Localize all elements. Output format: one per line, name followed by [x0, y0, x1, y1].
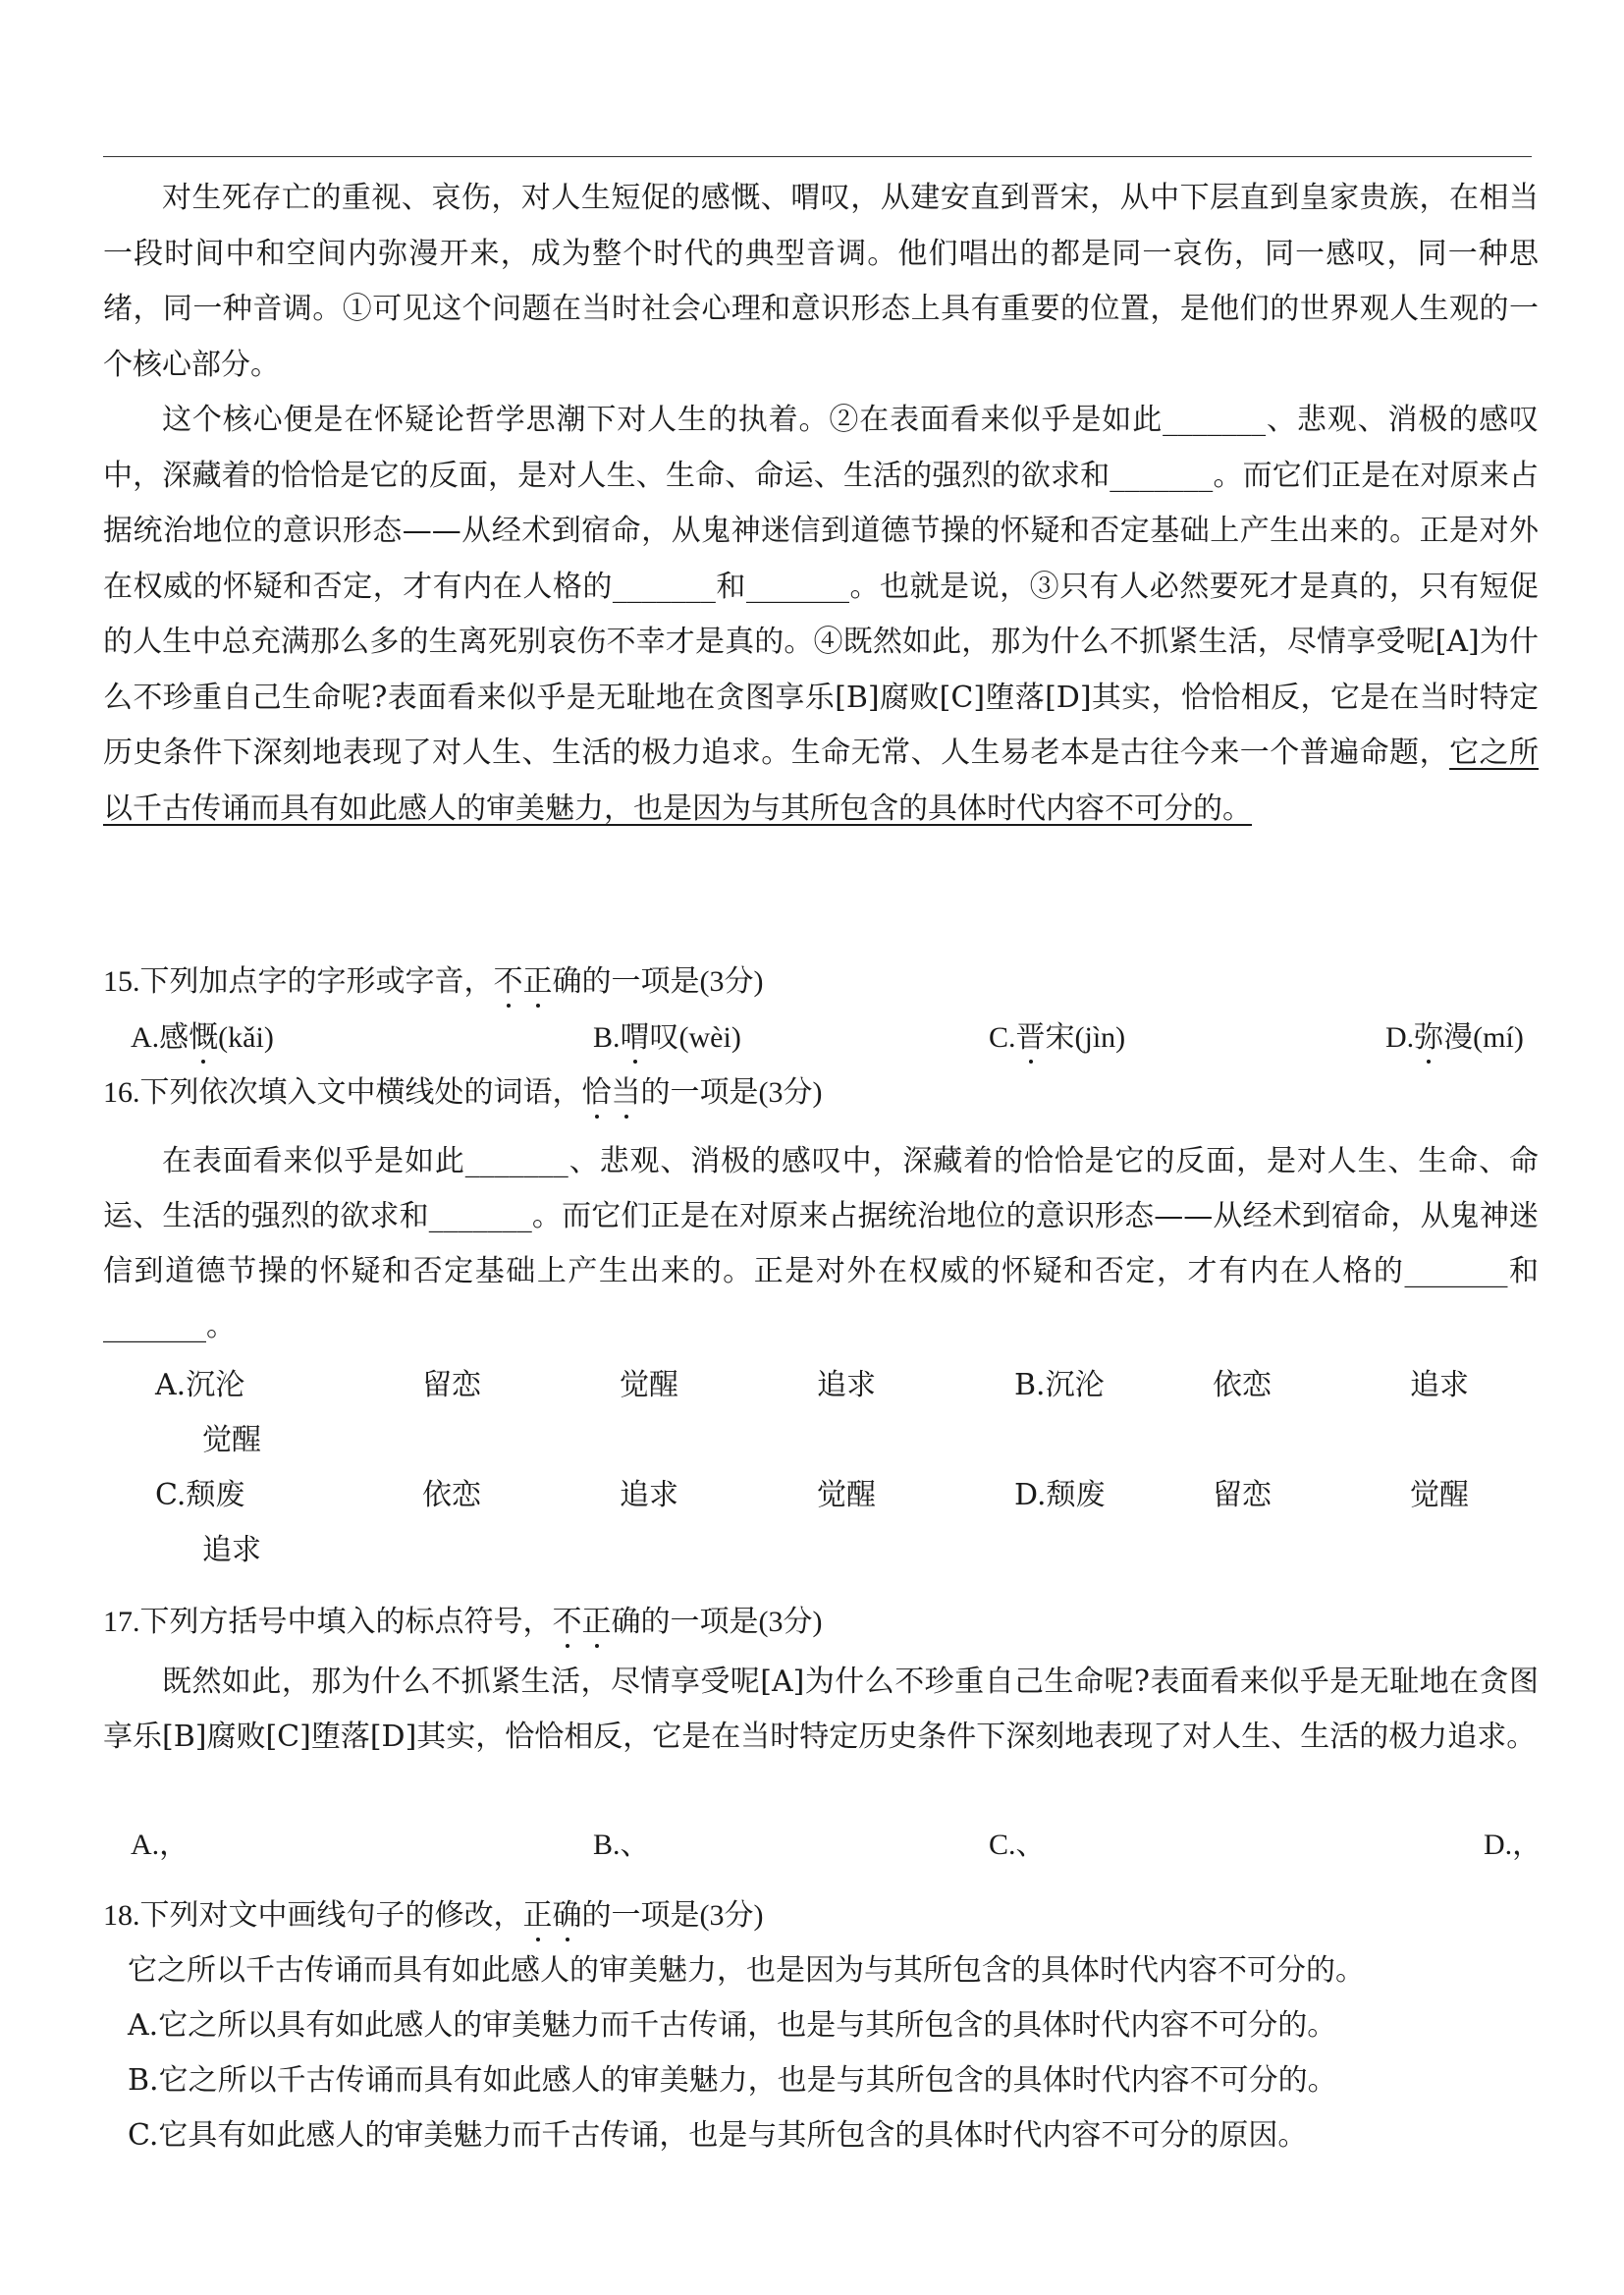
passage-paragraph-1: 对生死存亡的重视、哀伤，对人生短促的感慨、喟叹，从建安直到晋宋，从中下层直到皇家贵族，在相当一段时间中和空间内弥漫开来，成为整个时代的典型音调。他们唱出的都是同一哀伤，同一感叹，同一种思绪，同一种音调。①可见这个问题在当时社会心理和意识形态上具有重要的位置，是他们的世界观人生观的一个核心部分。	[103, 181, 1539, 382]
question-17-stem: 17.下列方括号中填入的标点符号，不正确的一项是(3分)	[103, 1603, 822, 1642]
options-row-wrap	[155, 1531, 1530, 1570]
emphasis-dot-char: 当	[612, 1073, 641, 1113]
option-d-word-1[interactable]: D.颓废	[1014, 1478, 1106, 1512]
question-16-stem: 16.下列依次填入文中横线处的词语，恰当的一项是(3分)	[103, 1073, 822, 1113]
option-c[interactable]: C.晋宋(jìn)	[989, 1018, 1125, 1058]
option-c-word-1[interactable]: C.颓废	[155, 1478, 245, 1512]
option-d-word-4: 追求	[202, 1533, 261, 1567]
option-c[interactable]: C.它具有如此感人的审美魅力而千古传诵，也是与其所包含的具体时代内容不可分的原因。	[128, 2118, 1308, 2153]
option-b[interactable]: B.喟叹(wèi)	[593, 1018, 741, 1058]
options-row	[155, 1366, 1530, 1405]
emphasis-dot-char: 正	[523, 1896, 553, 1936]
passage-paragraph-2-text: 这个核心便是在怀疑论哲学思潮下对人生的执着。②在表面看来似乎是如此_______、悲观、消极的感叹中，深藏着的恰恰是它的反面，是对人生、生命、命运、生活的强烈的欲求和_______。而它们正是在对原来占据统治地位的意识形态——从经术到宿命，从鬼神迷信到道德节操的怀疑和否定基础上产生出来的。正是对外在权威的怀疑和否定，才有内在人格的_______和_______。也就是说，③只有人必然要死才是真的，只有短促的人生中总充满那么多的生离死别哀伤不幸才是真的。④既然如此，那为什么不抓紧生活，尽情享受呢[A]为什么不珍重自己生命呢?表面看来似乎是无耻地在贪图享乐[B]腐败[C]堕落[D]其实，恰恰相反，它是在当时特定历史条件下深刻地表现了对人生、生活的极力追求。生命无常、人生易老本是古往今来一个普遍命题，	[103, 403, 1539, 770]
question-18-stem: 18.下列对文中画线句子的修改，正确的一项是(3分)	[103, 1896, 763, 1936]
question-18-sentence: 它之所以千古传诵而具有如此感人的审美魅力，也是因为与其所包含的具体时代内容不可分的。	[128, 1953, 1365, 1988]
option-a-word-4: 追求	[817, 1368, 876, 1402]
question-15-stem: 15.下列加点字的字形或字音，不正确的一项是(3分)	[103, 962, 763, 1002]
underlined-sentence: 它之所以千古传诵而具有如此感人的审美魅力，也是因为与其所包含的具体时代内容不可分的。	[103, 736, 1539, 826]
emphasis-dot-char: 正	[582, 1603, 612, 1642]
header-rule	[103, 156, 1532, 157]
option-b-word-2: 依恋	[1213, 1368, 1272, 1402]
option-b-word-1[interactable]: B.沉沦	[1014, 1368, 1105, 1402]
option-a-word-3: 觉醒	[620, 1368, 678, 1402]
question-16-options-ab	[155, 1366, 1530, 1460]
option-c-word-3: 追求	[620, 1478, 678, 1512]
option-c-word-4: 觉醒	[817, 1478, 876, 1512]
option-d-word-3: 觉醒	[1410, 1478, 1469, 1512]
option-d-word-2: 留恋	[1213, 1478, 1272, 1512]
question-16-options-cd	[155, 1476, 1530, 1570]
option-a-word-1[interactable]: A.沉沦	[155, 1368, 245, 1402]
emphasis-dot-char: 不	[553, 1603, 582, 1642]
option-d[interactable]: D.，	[1484, 1829, 1543, 1861]
option-a-word-2: 留恋	[422, 1368, 481, 1402]
passage-paragraph-2	[103, 393, 1539, 837]
question-17-excerpt: 既然如此，那为什么不抓紧生活，尽情享受呢[A]为什么不珍重自己生命呢?表面看来似乎是无耻地在贪图享乐[B]腐败[C]堕落[D]其实，恰恰相反，它是在当时特定历史条件下深刻地表现了对人生、生活的极力追求。	[103, 1665, 1539, 1754]
option-b[interactable]: B.、	[593, 1829, 650, 1861]
option-a[interactable]: A.，	[131, 1829, 189, 1861]
options-row	[155, 1476, 1530, 1515]
option-a[interactable]: A.感慨(kǎi)	[131, 1018, 274, 1058]
options-row-wrap	[155, 1421, 1530, 1460]
option-b-word-3: 追求	[1410, 1368, 1469, 1402]
option-c[interactable]: C.、	[989, 1829, 1046, 1861]
emphasis-dot-char: 确	[553, 1896, 582, 1936]
emphasis-dot-char: 不	[494, 962, 523, 1002]
option-b[interactable]: B.它之所以千古传诵而具有如此感人的审美魅力，也是与其所包含的具体时代内容不可分的。	[128, 2063, 1337, 2098]
reading-passage	[103, 171, 1539, 837]
emphasis-dot-char: 正	[523, 962, 553, 1002]
emphasis-dot-char: 恰	[582, 1073, 612, 1113]
option-b-word-4: 觉醒	[202, 1423, 261, 1457]
option-d[interactable]: D.弥漫(mí)	[1385, 1018, 1524, 1058]
question-16-excerpt: 在表面看来似乎是如此_______、悲观、消极的感叹中，深藏着的恰恰是它的反面，是对人生、生命、命运、生活的强烈的欲求和_______。而它们正是在对原来占据统治地位的意识形态——从经术到宿命，从鬼神迷信到道德节操的怀疑和否定基础上产生出来的。正是对外在权威的怀疑和否定，才有内在人格的_______和_______。	[103, 1144, 1539, 1343]
option-c-word-2: 依恋	[422, 1478, 481, 1512]
option-a[interactable]: A.它之所以具有如此感人的审美魅力而千古传诵，也是与其所包含的具体时代内容不可分的。	[128, 2008, 1337, 2043]
